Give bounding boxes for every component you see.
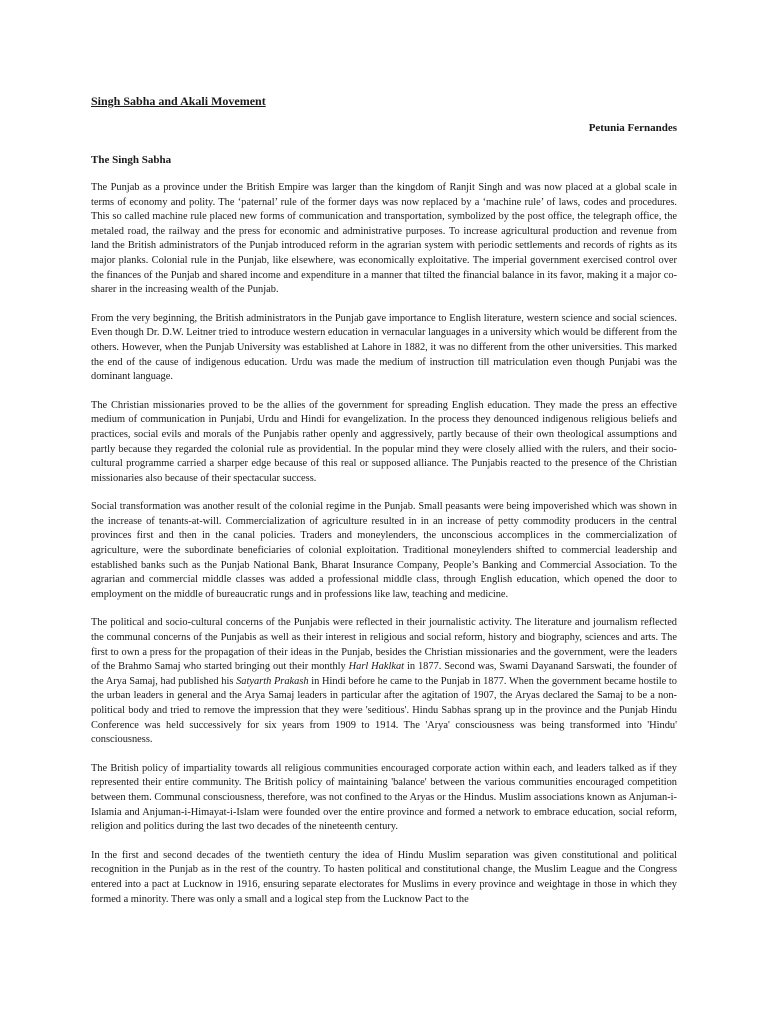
paragraph-text: In the first and second decades of the twentieth century the idea of Hindu Muslim separation was given constitutional and political recognition in the Punjab as in the rest of the country. To hasten political and constitutional change, the Muslim League and the Congress entered into a pact at Lucknow in 1916, ensuring separate electorates for Muslims in every province and weightage in those in which they formed a minority. There was only a small and a logical step from the Lucknow Pact to the [91, 849, 677, 905]
paragraph-text: in Hindi before he came to the Punjab in 1877. When the government became hostile to the urban leaders in general and the Arya Samaj leaders in particular after the agitation of 1907, the Aryas declared the Samaj to be a non-political body and tried to remove the impression that they were 'seditious'. Hindu Sabhas sprang up in the province and the Punjab Hindu Conference was held successively for six years from 1909 to 1914. The 'Arya' consciousness was being transformed into 'Hindu' consciousness. [91, 675, 677, 746]
section-heading: The Singh Sabha [91, 154, 172, 166]
italic-title-text: Satyarth Prakash [236, 675, 309, 687]
paragraph-text: The Punjab as a province under the British Empire was larger than the kingdom of Ranjit Singh and was now placed at a global scale in terms of economy and polity. The ‘paternal’ rule of the former days was now replaced by a ‘machine rule’ of laws, codes and procedures. This so called machine rule placed new forms of communication and transportation, symbolized by the post office, the telegraph office, the metaled road, the railway and the press for economic and administrative purposes. To increase agricultural production and revenue from land the British administrators of the Punjab introduced reform in the agrarian system with periodic settlements and records of rights as its major planks. Colonial rule in the Punjab, like elsewhere, was economically exploitative. The imperial government exercised control over the finances of the Punjab and shared income and expenditure in a manner that tilted the financial balance in its favor, making it a major co-sharer in the increasing wealth of the Punjab. [91, 182, 677, 296]
paragraph-text: Social transformation was another result of the colonial regime in the Punjab. Small peasants were being impoverished which was shown in the increase of tenants-at-will. Commercialization of agriculture resulted in in an increase of petty commodity producers in the central provinces first and then in the canal policies. Traders and moneylenders, the unconscious accomplices in the commercialization of agriculture, were the subordinate beneficiaries of colonial exploitation. Traditional moneylenders shifted to commercial leadership and established banks such as the Punjab National Bank, Bharat Insurance Company, People’s Banking and Commercial Association. To the agrarian and commercial middle classes was added a professional middle class, through English education, which opened the door to employment on the middle of bureaucratic rungs and in professions like law, teaching and medicine. [91, 501, 677, 600]
paragraph-list [91, 181, 677, 907]
italic-title-text: Harl Haklkat [348, 661, 405, 673]
body-paragraph [91, 181, 677, 298]
body-paragraph [91, 500, 677, 602]
body-paragraph [91, 762, 677, 835]
body-paragraph [91, 399, 677, 487]
body-paragraph [91, 616, 677, 747]
paragraph-text: The Christian missionaries proved to be the allies of the government for spreading English education. They made the press an effective medium of communication in Punjabi, Urdu and Hindi for evangelization. In the process they denounced indigenous religious beliefs and practices, social evils and morals of the Punjabis rather openly and aggressively, partly because of their own theological assumptions and partly because they regarded the colonial rule as providential. In the popular mind they were closely allied with the rulers, and their socio-cultural programme carried a sharper edge because of this real or supposed alliance. The Punjabis reacted to the presence of the Christian missionaries also because of their spectacular success. [91, 399, 677, 484]
body-paragraph [91, 849, 677, 907]
paragraph-text: The political and socio-cultural concerns of the Punjabis were reflected in their journalistic activity. The literature and journalism reflected the communal concerns of the Punjabis as well as their interest in religious and social reform, history and biography, sciences and arts. The first to own a press for the propagation of their ideas in the Punjab, besides the Christian missionaries and the government, were the leaders of the Brahmo Samaj who started bringing out their monthly [91, 617, 677, 673]
body-paragraph [91, 312, 677, 385]
document-title: Singh Sabha and Akali Movement [91, 94, 266, 108]
paragraph-text: in 1877. Second was, Swami Dayanand Sarswati, the founder of the Arya Samaj, had published his [91, 661, 677, 687]
paragraph-text: From the very beginning, the British administrators in the Punjab gave importance to English literature, western science and social sciences. Even though Dr. D.W. Leitner tried to introduce western education in vernacular languages in a university which would be different from the others. However, when the Punjab University was established at Lahore in 1882, it was no different from the other universities. This marked the end of the cause of indigenous education. Urdu was made the medium of instruction till matriculation even though Punjabi was the dominant language. [91, 312, 677, 383]
paragraph-text: The British policy of impartiality towards all religious communities encouraged corporate action within each, and leaders talked as if they represented their entire community. The British policy of maintaining 'balance' between the various communities encouraged competition between them. Communal consciousness, therefore, was not confined to the Aryas or the Hindus. Muslim associations known as Anjuman-i-Islamia and Anjuman-i-Himayat-i-Islam were founded over the entire province and formed a network to embrace education, social reform, religion and politics during the last two decades of the nineteenth century. [91, 762, 677, 833]
author-name: Petunia Fernandes [588, 122, 677, 134]
